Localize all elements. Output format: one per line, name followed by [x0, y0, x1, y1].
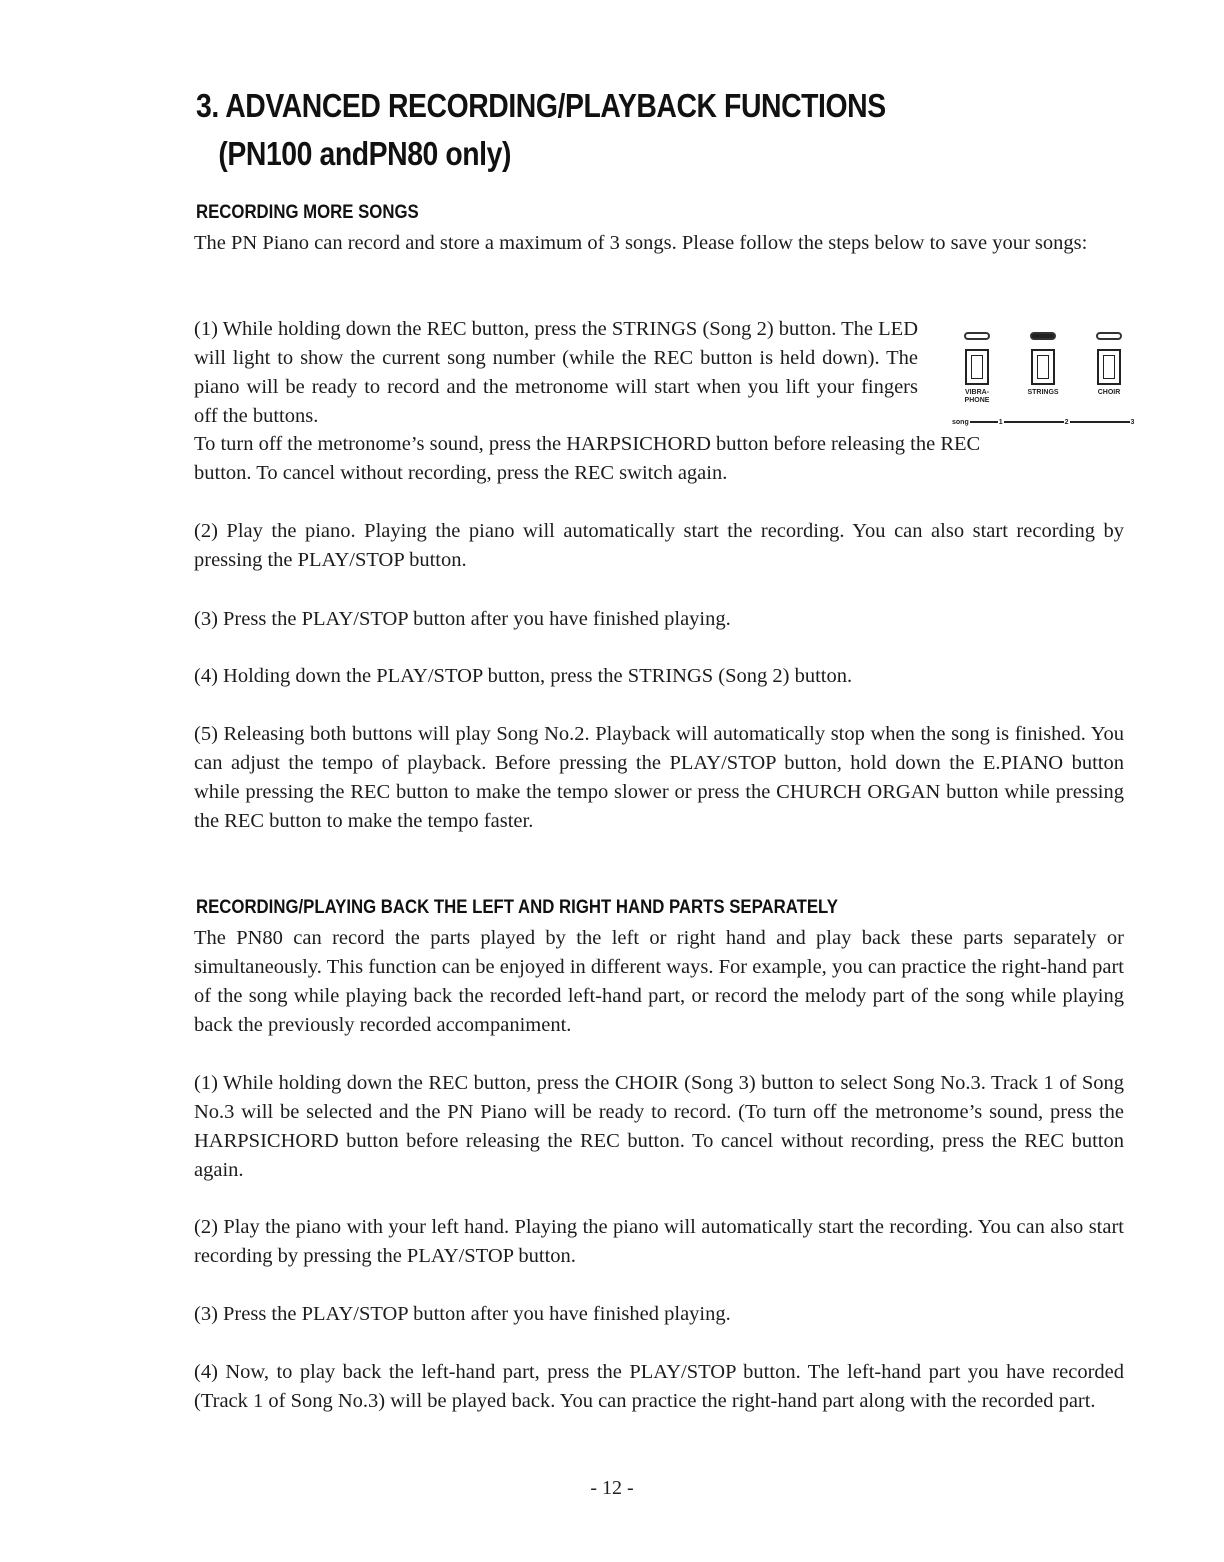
led-indicator-2 — [1030, 332, 1056, 340]
page-title — [196, 82, 886, 178]
section2-step-4: (4) Now, to play back the left-hand part, press the PLAY/STOP button. The left-hand part you have recorded (Track 1 of Song No.3) will be played back. You can practice the right-hand part along with the recorded part. — [194, 1361, 1124, 1412]
page-number: - 12 - — [590, 1477, 634, 1499]
section1-step-4: (4) Holding down the PLAY/STOP button, press the STRINGS (Song 2) button. — [194, 665, 853, 687]
song-number-1: 1 — [998, 419, 1003, 426]
title-line-2: (PN100 andPN80 only) — [218, 135, 512, 172]
section2-intro: The PN80 can record the parts played by the left or right hand and play back these parts separately or simultaneously. This function can be enjoyed in different ways. For example, you can practice the right-hand part of the song while playing back the recorded left-hand part, or record the melody part of the song while playing back the previously recorded accompaniment. — [194, 927, 1124, 1036]
section-heading-recording-more-songs: RECORDING MORE SONGS — [196, 201, 419, 223]
vibraphone-button-icon — [965, 349, 989, 385]
section2-step-2: (2) Play the piano with your left hand. Playing the piano will automatically start the recording. You can also start recording by pressing the PLAY/STOP button. — [194, 1216, 1124, 1267]
song-number-3: 3 — [1130, 419, 1135, 426]
vibraphone-label: VIBRA- PHONE — [964, 389, 990, 404]
choir-button-icon — [1097, 349, 1121, 385]
section1-step-1: (1) While holding down the REC button, press the STRINGS (Song 2) button. The LED will light to show the current song number (while the REC button is held down). The piano will be ready to record and the metronome will start when you lift your fingers off the buttons. — [194, 318, 918, 427]
song-buttons-diagram — [952, 332, 1135, 432]
section1-step-3: (3) Press the PLAY/STOP button after you have finished playing. — [194, 608, 731, 630]
section1-step-2: (2) Play the piano. Playing the piano will automatically start the recording. You can also start recording by pressing the PLAY/STOP button. — [194, 520, 1124, 571]
section1-step-5: (5) Releasing both buttons will play Song No.2. Playback will automatically stop when the song is finished. You can adjust the tempo of playback. Before pressing the PLAY/STOP button, hold down the E.PIANO button while pressing the REC button to make the tempo slower or press the CHURCH ORGAN button while pressing the REC button to make the tempo faster. — [194, 723, 1124, 832]
section1-intro: The PN Piano can record and store a maximum of 3 songs. Please follow the steps below to save your songs: — [194, 232, 1088, 254]
section1-step-1-note: To turn off the metronome’s sound, press the HARPSICHORD button before releasing the REC button. To cancel without recording, press the REC switch again. — [194, 433, 981, 484]
choir-label: CHOIR — [1097, 389, 1121, 396]
led-indicator-1 — [964, 332, 990, 340]
section2-step-1: (1) While holding down the REC button, press the CHOIR (Song 3) button to select Song No.3. Track 1 of Song No.3 will be selected and the PN Piano will be ready to record. (To turn off the metronome’s sound, press the HARPSICHORD button before releasing the REC button. To cancel without recording, press the REC button again. — [194, 1072, 1124, 1181]
song-number-scale — [952, 419, 1134, 426]
song-label: song — [952, 419, 969, 426]
strings-label: STRINGS — [1027, 389, 1059, 396]
led-indicator-3 — [1096, 332, 1122, 340]
section2-step-3: (3) Press the PLAY/STOP button after you have finished playing. — [194, 1303, 731, 1325]
section-heading-left-right-parts: RECORDING/PLAYING BACK THE LEFT AND RIGHT HAND PARTS SEPARATELY — [196, 896, 838, 918]
strings-button-icon — [1031, 349, 1055, 385]
song-number-2: 2 — [1064, 419, 1069, 426]
title-line-1: 3. ADVANCED RECORDING/PLAYBACK FUNCTIONS — [196, 87, 886, 124]
